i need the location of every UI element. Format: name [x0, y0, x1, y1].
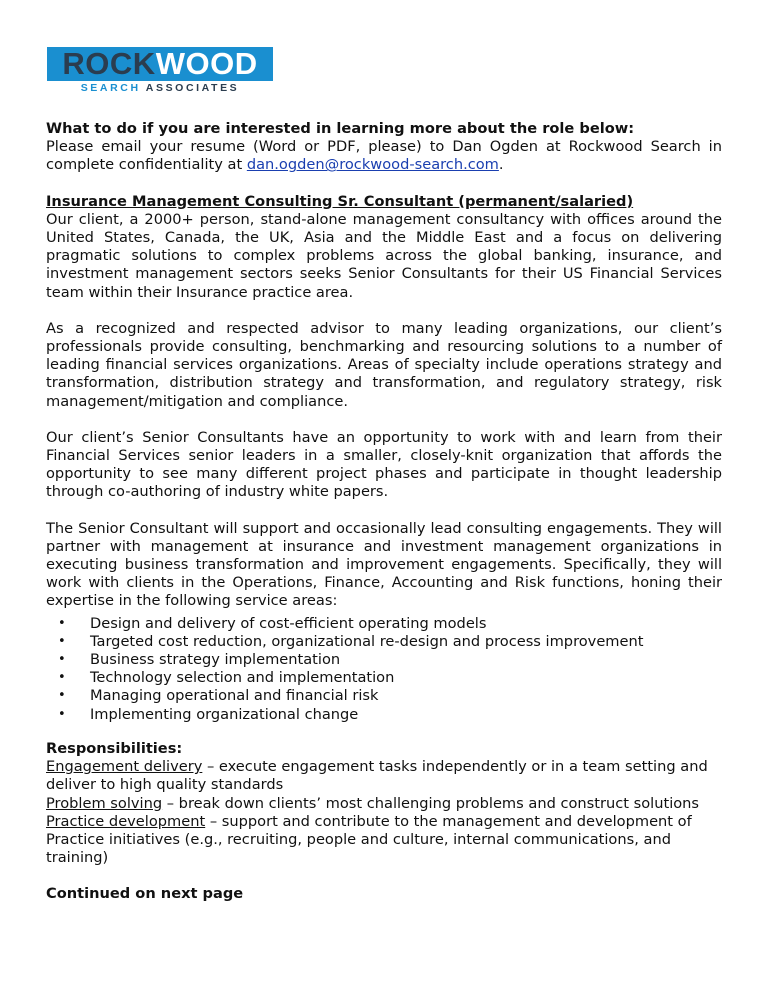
paragraph-advisor: As a recognized and respected advisor to many leading organizations, our client’s professionals provide consulting, benchmarking and resourcing solutions to a number of leading financial services organizations. Areas of specialty include operations strategy and transformation, distribution strategy and transformation, and regulatory strategy, risk management/mitigation and compliance.	[46, 319, 722, 410]
logo-wordmark	[47, 47, 273, 81]
logo-word-rock: ROCK	[62, 46, 156, 81]
responsibility-desc: – break down clients’ most challenging problems and construct solutions	[162, 794, 700, 812]
continued-note: Continued on next page	[46, 885, 244, 903]
responsibility-desc: – execute engagement tasks independently or in a team setting and deliver to high quality standards	[46, 758, 708, 794]
responsibility-term: Practice development	[46, 812, 206, 830]
logo-sub-associates: ASSOCIATES	[145, 82, 240, 94]
list-item: • Implementing organizational change	[46, 706, 722, 724]
logo-subtitle	[47, 81, 273, 95]
logo-word-wood: WOOD	[155, 46, 258, 81]
list-item: • Managing operational and financial risk	[46, 687, 722, 705]
responsibilities-section	[46, 740, 722, 867]
service-areas-list	[46, 615, 722, 724]
list-item: • Business strategy implementation	[46, 651, 722, 669]
list-item: • Design and delivery of cost-efficient operating models	[46, 615, 722, 633]
responsibility-term: Problem solving	[46, 794, 163, 812]
responsibility-item	[46, 813, 722, 868]
responsibility-item	[46, 795, 722, 813]
paragraph-senior-consultants: Our client’s Senior Consultants have an opportunity to work with and learn from their Financial Services senior leaders in a smaller, closely-knit organization that affords the opportunity to see many different project phases and participate in thought leadership through co-authoring of industry white papers.	[46, 428, 722, 501]
job-title: Insurance Management Consulting Sr. Consultant (permanent/salaried)	[46, 192, 634, 210]
responsibility-desc: – support and contribute to the management and development of Practice initiatives (e.g., recruiting, people and culture, internal communications, and training)	[46, 812, 692, 867]
logo-sub-search: SEARCH	[80, 82, 141, 94]
intro-text-end: .	[498, 156, 504, 174]
document-body	[46, 120, 722, 922]
intro-heading: What to do if you are interested in learning more about the role below:	[46, 120, 635, 137]
job-section	[46, 193, 722, 302]
paragraph-client: Our client, a 2000+ person, stand-alone management consultancy with offices around the United States, Canada, the UK, Asia and the Middle East and a focus on delivering pragmatic solutions to complex problems across the global banking, insurance, and investment management sectors seeks Senior Consultants for their US Financial Services team within their Insurance practice area.	[46, 210, 722, 301]
responsibility-item	[46, 758, 722, 794]
responsibilities-heading: Responsibilities:	[46, 739, 183, 757]
list-item: • Technology selection and implementation	[46, 669, 722, 687]
intro-text: Please email your resume (Word or PDF, please) to Dan Ogden at Rockwood Search in complete confidentiality at	[46, 138, 722, 174]
email-link[interactable]: dan.ogden@rockwood-search.com	[246, 156, 499, 174]
list-item: • Targeted cost reduction, organizational re-design and process improvement	[46, 633, 722, 651]
intro-section	[46, 120, 722, 175]
paragraph-role: The Senior Consultant will support and occasionally lead consulting engagements. They will partner with management at insurance and investment management organizations in executing business transformation and improvement engagements. Specifically, they will work with clients in the Operations, Finance, Accounting and Risk functions, honing their expertise in the following service areas:	[46, 519, 722, 610]
company-logo	[47, 47, 273, 95]
responsibility-term: Engagement delivery	[46, 758, 203, 776]
